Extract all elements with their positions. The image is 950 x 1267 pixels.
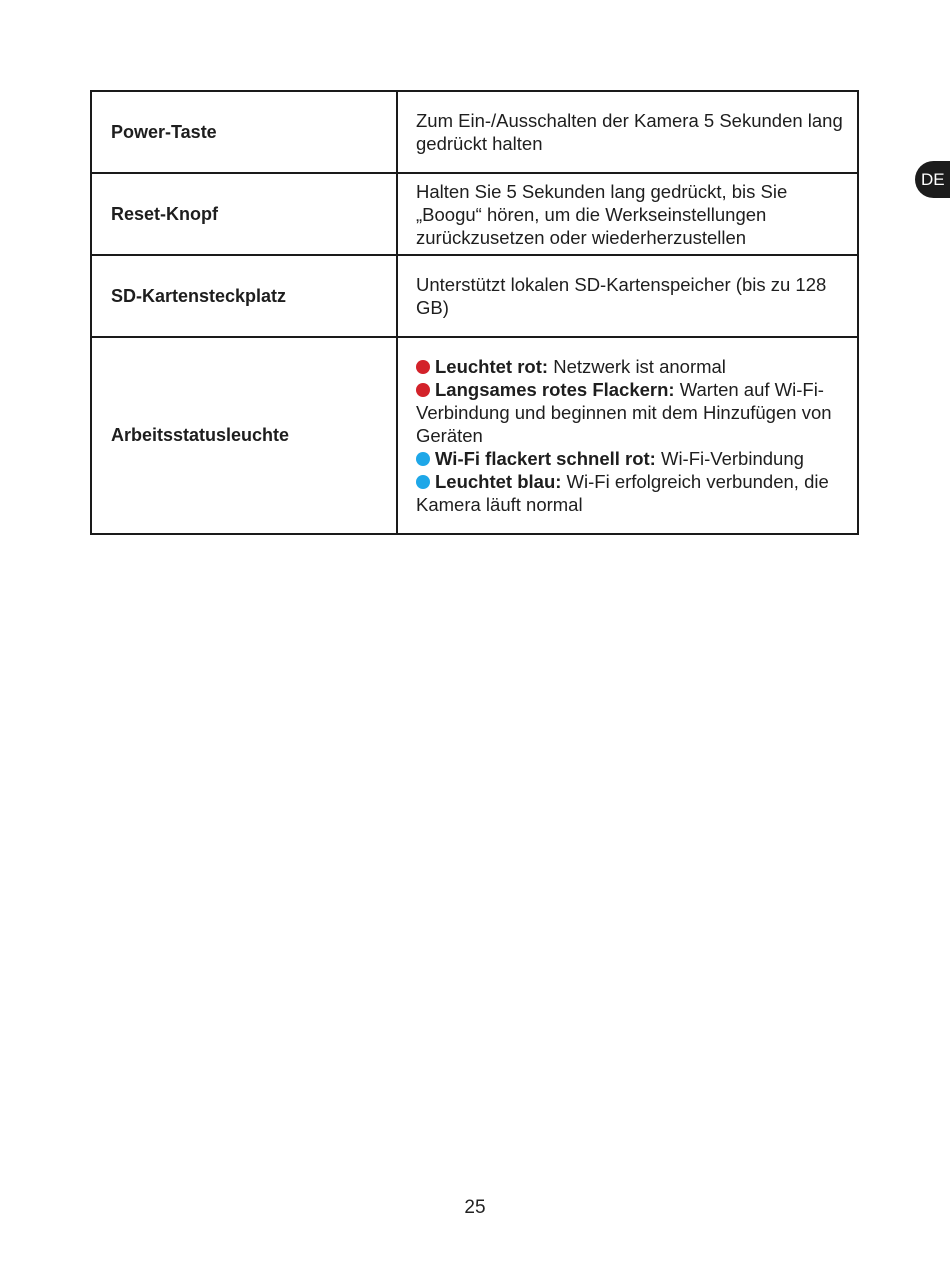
row-label: Arbeitsstatusleuchte	[91, 337, 397, 534]
status-text: Wi-Fi erfolgreich verbunden, die Kamera läuft normal	[416, 471, 829, 515]
status-title: Leuchtet rot:	[435, 356, 549, 377]
table-row	[91, 173, 858, 255]
row-label: SD-Kartensteckplatz	[91, 255, 397, 337]
status-title: Leuchtet blau:	[435, 471, 562, 492]
language-tab: DE	[915, 161, 950, 198]
red-dot-icon	[416, 383, 430, 397]
blue-dot-icon	[416, 452, 430, 466]
blue-dot-icon	[416, 475, 430, 489]
status-item	[416, 378, 843, 447]
table-row	[91, 255, 858, 337]
spec-table	[90, 90, 859, 535]
row-description: Halten Sie 5 Sekunden lang gedrückt, bis Sie „Boogu“ hören, um die Werkseinstellungen zurückzusetzen oder wiederherzustellen	[397, 173, 858, 255]
row-description: Zum Ein-/Ausschalten der Kamera 5 Sekunden lang gedrückt halten	[397, 91, 858, 173]
status-text: Wi-Fi-Verbindung	[655, 448, 804, 469]
status-item	[416, 470, 843, 516]
red-dot-icon	[416, 360, 430, 374]
status-title: Langsames rotes Flackern:	[435, 379, 675, 400]
status-item	[416, 447, 843, 470]
status-text: Netzwerk ist anormal	[548, 356, 726, 377]
status-title: Wi-Fi flackert schnell rot:	[435, 448, 656, 469]
row-label: Reset-Knopf	[91, 173, 397, 255]
status-item	[416, 355, 843, 378]
row-description: Unterstützt lokalen SD-Kartenspeicher (bis zu 128 GB)	[397, 255, 858, 337]
status-list	[397, 337, 858, 534]
status-text: Warten auf Wi-Fi-Verbindung und beginnen mit dem Hinzufügen von Geräten	[416, 379, 832, 446]
page-number: 25	[464, 1197, 486, 1218]
row-label: Power-Taste	[91, 91, 397, 173]
table-row	[91, 337, 858, 534]
table-row	[91, 91, 858, 173]
